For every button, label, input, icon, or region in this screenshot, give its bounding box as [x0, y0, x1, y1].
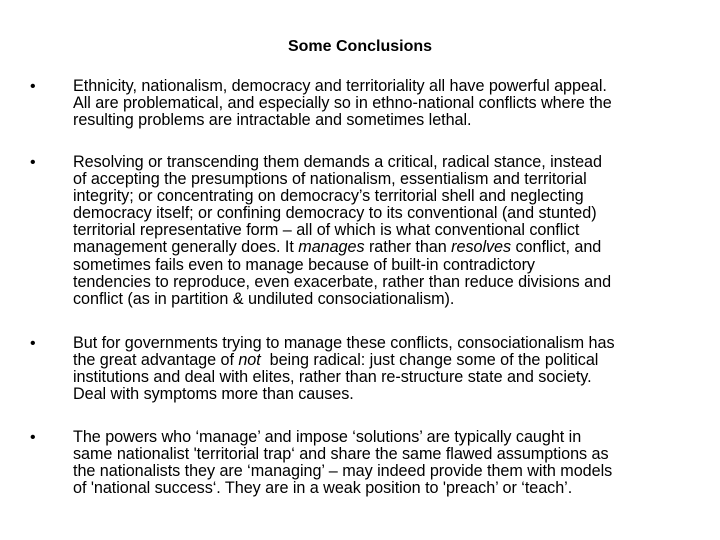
text-line	[73, 239, 688, 256]
bullet-dot: •	[30, 78, 36, 95]
text-line: of 'national success‘. They are in a weak position to 'preach’ or ‘teach’.	[73, 479, 573, 498]
text-run: being radical: just change some of the political	[260, 351, 599, 370]
text-line: conflict (as in partition & undiluted consociationalism).	[73, 289, 455, 308]
bullet-text	[73, 78, 688, 129]
emphasis-manages: manages	[298, 238, 365, 257]
text-line	[73, 352, 688, 369]
text-line: resulting problems are intractable and sometimes lethal.	[73, 111, 472, 130]
text-run: conflict, and	[511, 238, 602, 257]
text-run: the great advantage of	[73, 351, 239, 370]
text-line: the nationalists they are ‘managing’ – may indeed provide them with models	[73, 462, 613, 481]
text-line: Deal with symptoms more than causes.	[73, 385, 354, 404]
text-run: management generally does. It	[73, 238, 299, 257]
emphasis-not: not	[238, 351, 261, 370]
bullet-dot: •	[30, 429, 36, 446]
text-line: integrity; or concentrating on democracy’s territorial shell and neglecting	[73, 187, 584, 206]
bullet-dot: •	[30, 335, 36, 352]
text-line: The powers who ‘manage’ and impose ‘solutions’ are typically caught in	[73, 428, 582, 446]
text-line: sometimes fails even to manage because of built-in contradictory	[73, 255, 535, 274]
text-line: same nationalist 'territorial trap‘ and share the same flawed assumptions as	[73, 445, 609, 464]
text-line: But for governments trying to manage these conflicts, consociationalism has	[73, 334, 615, 352]
bullet-text	[73, 335, 688, 403]
bullet-text	[73, 429, 688, 497]
text-line: tendencies to reproduce, even exacerbate, rather than reduce divisions and	[73, 272, 612, 291]
emphasis-resolves: resolves	[451, 238, 512, 257]
text-line: of accepting the presumptions of nationalism, essentialism and territorial	[73, 170, 587, 189]
text-line: All are problematical, and especially so in ethno-national conflicts where the	[73, 94, 612, 113]
text-line: Ethnicity, nationalism, democracy and territoriality all have powerful appeal.	[73, 77, 607, 95]
slide-title: Some Conclusions	[287, 38, 433, 55]
text-run: rather than	[364, 238, 452, 257]
text-line: Resolving or transcending them demands a critical, radical stance, instead	[73, 153, 602, 171]
bullet-text	[73, 154, 688, 308]
text-line: institutions and deal with elites, rather than re-structure state and society.	[73, 368, 592, 387]
text-line: democracy itself; or confining democracy to its conventional (and stunted)	[73, 204, 597, 223]
text-line: territorial representative form – all of which is what conventional conflict	[73, 221, 580, 240]
bullet-dot: •	[30, 154, 36, 171]
